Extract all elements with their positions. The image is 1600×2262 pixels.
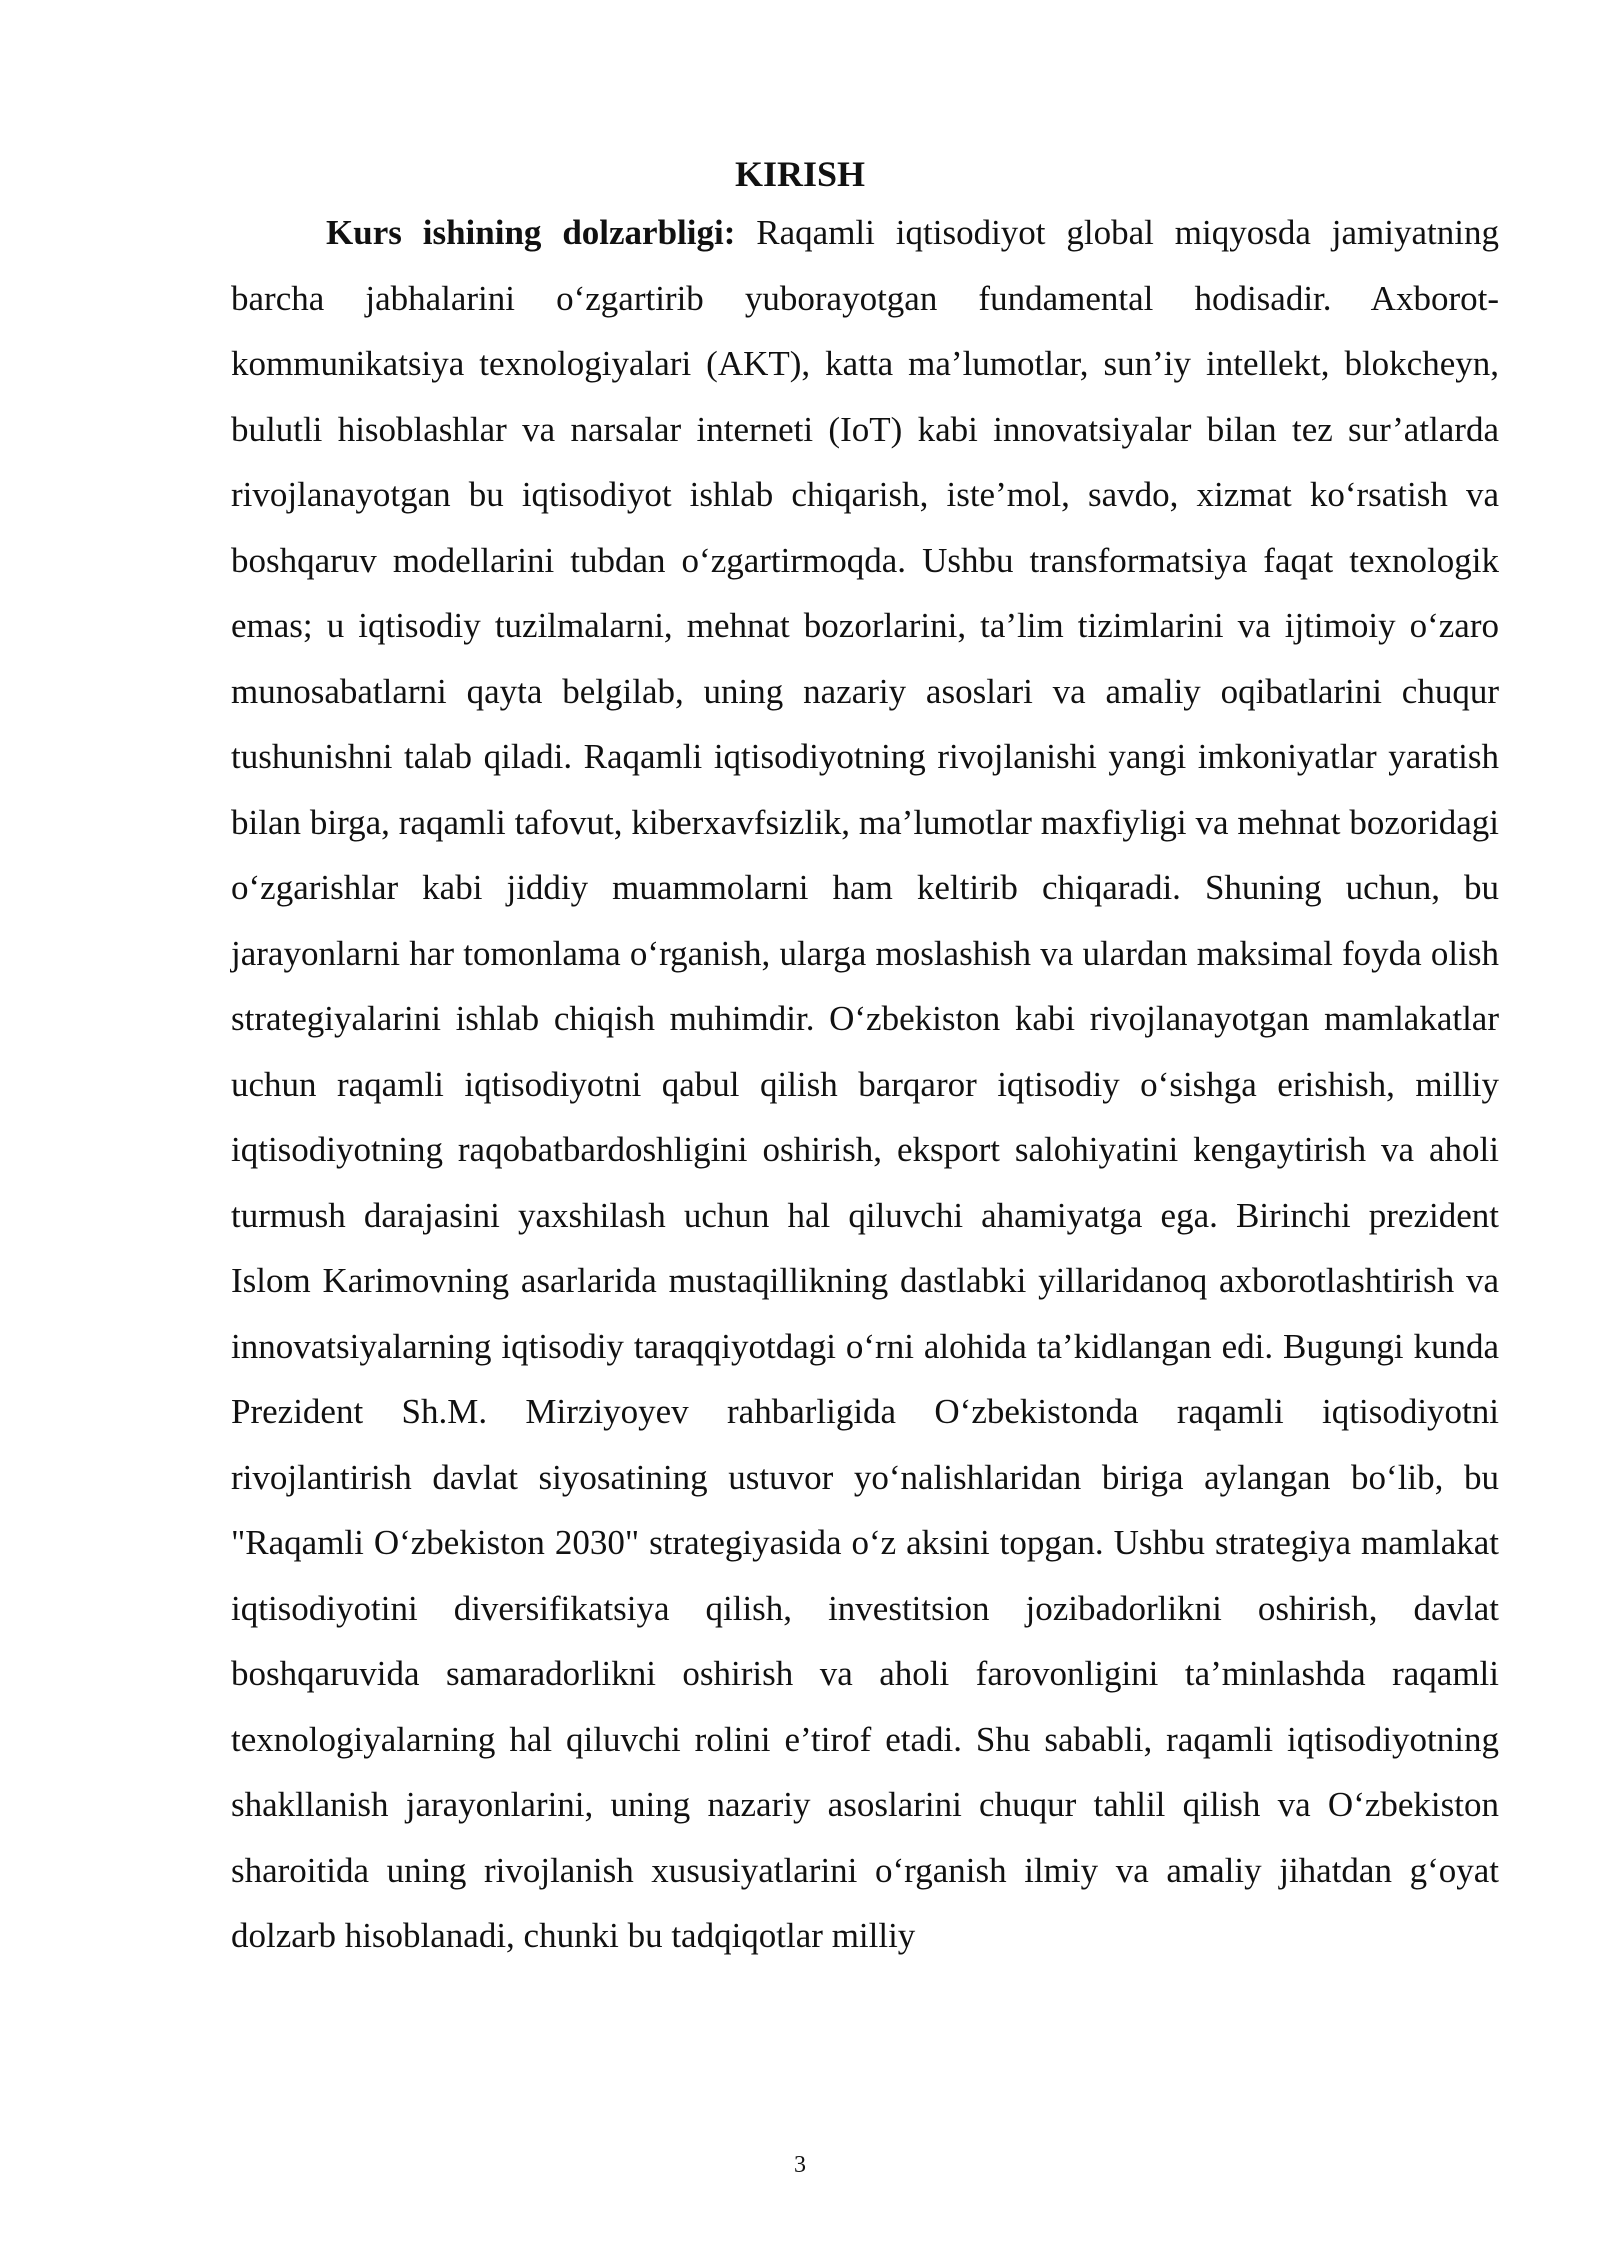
section-lead: Kurs ishining dolzarbligi: [326,213,736,252]
page-heading: KIRISH [734,154,866,194]
body-paragraph [231,200,1499,1969]
page-number: 3 [794,2152,806,2178]
paragraph-text: Raqamli iqtisodiyot global miqyosda jamiyatning barcha jabhalarini o‘zgartirib yuborayotgan fundamental hodisadir. Axborot-kommunikatsiya texnologiyalari (AKT), katta ma’lumotlar, sun’iy intellekt, blokcheyn, bulutli hisoblashlar va narsalar interneti (IoT) kabi innovatsiyalar bilan tez sur’atlarda rivojlanayotgan bu iqtisodiyot ishlab chiqarish, iste’mol, savdo, xizmat ko‘rsatish va boshqaruv modellarini tubdan o‘zgartirmoqda. Ushbu transformatsiya faqat texnologik emas; u iqtisodiy tuzilmalarni, mehnat bozorlarini, ta’lim tizimlarini va ijtimoiy o‘zaro munosabatlarni qayta belgilab, uning nazariy asoslari va amaliy oqibatlarini chuqur tushunishni talab qiladi. Raqamli iqtisodiyotning rivojlanishi yangi imkoniyatlar yaratish bilan birga, raqamli tafovut, kiberxavfsizlik, ma’lumotlar maxfiyligi va mehnat bozoridagi o‘zgarishlar kabi jiddiy muammolarni ham keltirib chiqaradi. Shuning uchun, bu jarayonlarni har tomonlama o‘rganish, ularga moslashish va ulardan maksimal foyda olish strategiyalarini ishlab chiqish muhimdir. O‘zbekiston kabi rivojlanayotgan mamlakatlar uchun raqamli iqtisodiyotni qabul qilish barqaror iqtisodiy o‘sishga erishish, milliy iqtisodiyotning raqobatbardoshligini oshirish, eksport salohiyatini kengaytirish va aholi turmush darajasini yaxshilash uchun hal qiluvchi ahamiyatga ega. Birinchi prezident Islom Karimovning asarlarida mustaqillikning dastlabki yillaridanoq axborotlashtirish va innovatsiyalarning iqtisodiy taraqqiyotdagi o‘rni alohida ta’kidlangan edi. Bugungi kunda Prezident Sh.M. Mirziyoyev rahbarligida O‘zbekistonda raqamli iqtisodiyotni rivojlantirish davlat siyosatining ustuvor yo‘nalishlaridan biriga aylangan bo‘lib, bu "Raqamli O‘zbekiston 2030" strategiyasida o‘z aksini topgan. Ushbu strategiya mamlakat iqtisodiyotini diversifikatsiya qilish, investitsion jozibadorlikni oshirish, davlat boshqaruvida samaradorlikni oshirish va aholi farovonligini ta’minlashda raqamli texnologiyalarning hal qiluvchi rolini e’tirof etadi. Shu sababli, raqamli iqtisodiyotning shakllanish jarayonlarini, uning nazariy asoslarini chuqur tahlil qilish va O‘zbekiston sharoitida uning rivojlanish xususiyatlarini o‘rganish ilmiy va amaliy jihatdan g‘oyat dolzarb hisoblanadi, chunki bu tadqiqotlar milliy [231,213,1499,1955]
